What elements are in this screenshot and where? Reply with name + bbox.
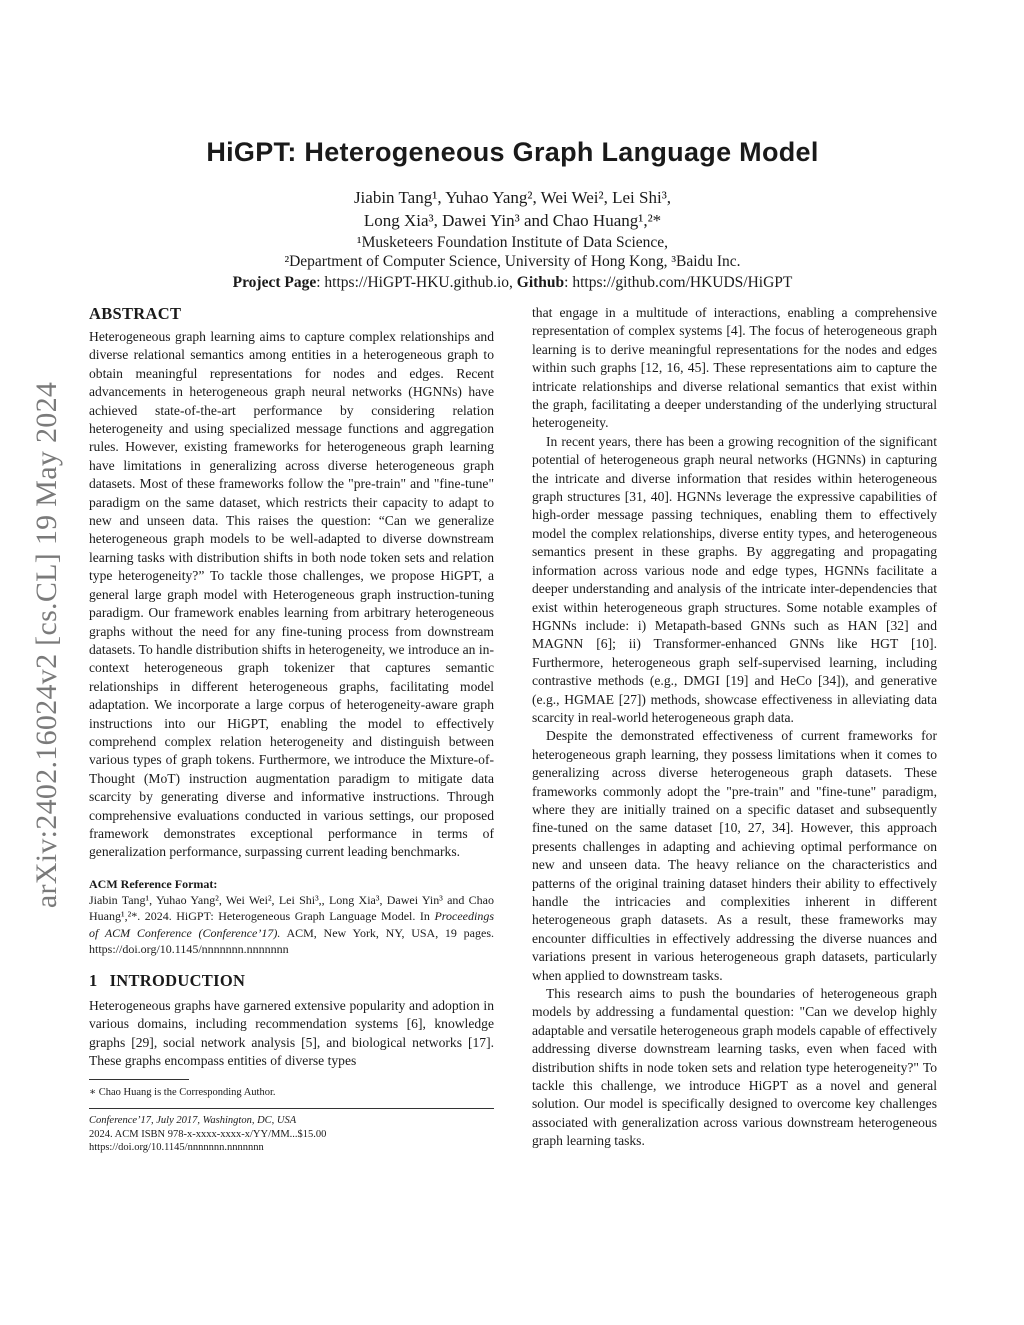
- intro-paragraph-3: Despite the demonstrated effectiveness of current frameworks for heterogeneous graph learning, they possess limitations when it comes to generalizing across diverse heterogeneous graph datasets. These frameworks commonly adopt the "pre-train" and "fine-tune" paradigm, where they are initially trained on a specific dataset and subsequently fine-tuned on the same dataset [10, 27, 34]. However, this approach presents challenges in adapting and achieving optimal performance on new and unseen data. The heavy reliance on the characteristics and patterns of the original training dataset hinders their ability to effectively handle the intricacies and complexities inherent in different heterogeneous graph datasets. As a result, these frameworks may encounter difficulties in effectively addressing the diverse nuances and variations present in various heterogeneous graph datasets, particularly when applied to downstream tasks.: [532, 728, 937, 983]
- project-links: Project Page: https://HiGPT-HKU.github.io, Github: https://github.com/HKUDS/HiGPT: [232, 274, 793, 291]
- footnote: ∗ Chao Huang is the Corresponding Author.: [89, 1087, 276, 1099]
- conference-venue: Conference’17, July 2017, Washington, DC, USA: [89, 1115, 297, 1127]
- section-title: INTRODUCTION: [109, 970, 246, 990]
- affiliation-2: ²Department of Computer Science, University of Hong Kong, ³Baidu Inc.: [284, 253, 741, 270]
- conference-isbn: 2024. ACM ISBN 978-x-xxxx-xxxx-x/YY/MM...$15.00: [89, 1128, 327, 1140]
- affiliation-1: ¹Musketeers Foundation Institute of Data Science,: [356, 234, 669, 251]
- authors-line-2: Long Xia³, Dawei Yin³ and Chao Huang¹,²*: [363, 211, 662, 230]
- conference-divider: [89, 1108, 494, 1109]
- abstract-body: Heterogeneous graph learning aims to capture complex relationships and diverse relational semantics among entities in a heterogeneous graph to obtain meaningful representations for nodes and edges. Recent advancements in heterogeneous graph neural networks (HGNNs) have achieved state-of-the-art performance by considering relation heterogeneity and using specialized message functions and aggregation rules. However, existing frameworks for heterogeneous graph learning have limitations in generalizing across diverse heterogeneous graph datasets. Most of these frameworks follow the "pre-train" and "fine-tune" paradigm on the same dataset, which restricts their capacity to adapt to new and unseen data. This raises the question: “Can we generalize heterogeneous graph models to be well-adapted to diverse downstream learning tasks with distribution shifts in both node token sets and relation type heterogeneity?” To tackle those challenges, we propose HiGPT, a general large graph model with Heterogeneous graph instruction-tuning paradigm. Our framework enables learning from arbitrary heterogeneous graphs without the need for any fine-tuning process from downstream datasets. To handle distribution shifts in heterogeneity, we introduce an in-context heterogeneous graph tokenizer that captures semantic relationships in different heterogeneous graphs, facilitating model adaptation. We incorporate a large corpus of heterogeneity-aware graph instructions into our HiGPT, enabling the model to effectively comprehend complex relation heterogeneity and distinguish between various types of graph tokens. Furthermore, we introduce the Mixture-of-Thought (MoT) instruction augmentation paradigm to mitigate data scarcity by generating diverse and informative instructions. Through comprehensive evaluations conducted in various settings, our proposed framework demonstrates exceptional performance in terms of generalization performance, surpassing current leading benchmarks.: [89, 329, 494, 860]
- github-link[interactable]: https://github.com/HKUDS/HiGPT: [572, 274, 793, 291]
- footnote-divider: [89, 1079, 189, 1080]
- introduction-heading: [89, 971, 494, 991]
- intro-paragraph-1-end: that engage in a multitude of interactions, enabling a comprehensive representation of complex systems [4]. The focus of heterogeneous graph learning is to derive meaningful representations for the nodes and edges within such graphs [12, 16, 45]. These representations aim to capture the intricate relationships and diverse relational semantics that exist within the graph, facilitating a deeper understanding of the underlying structural heterogeneity.: [532, 305, 937, 431]
- acm-reference-rest: ACM, New York, NY, USA, 19 pages. https://doi.org/10.1145/nnnnnnn.nnnnnnn: [89, 925, 494, 957]
- conference-doi[interactable]: https://doi.org/10.1145/nnnnnnn.nnnnnnn: [89, 1142, 264, 1154]
- section-number: 1: [89, 970, 98, 990]
- github-label: Github: [516, 274, 565, 291]
- acm-reference-proceedings: Proceedings of ACM Conference (Conference’17).: [89, 909, 495, 940]
- intro-paragraph-2: In recent years, there has been a growing recognition of the significant potential of heterogeneous graph neural networks (HGNNs) in capturing the intricate and diverse information that resides within heterogeneous graph structures [31, 40]. HGNNs leverage the expressive capabilities of high-order message passing techniques, enabling them to effectively model the complex relationships, diverse entity types, and heterogeneous semantics present in these graphs. By aggregating and propagating information across various node and edge types, HGNNs facilitate a deeper understanding and analysis of the intricate inter-dependencies that exist within heterogeneous graph structures. Some notable examples of HGNNs include: i) Metapath-based GNNs such as HAN [32] and MAGNN [6]; ii) Transformer-enhanced GNNs like HGT [10]. Furthermore, heterogeneous graph self-supervised learning, including contrastive methods (e.g., DMGI [19] and HeCo [34]), and generative (e.g., HGMAE [27]) methods, showcase effectiveness in alleviating data scarcity in real-world heterogeneous graph data.: [532, 433, 937, 725]
- acm-reference-authors: Jiabin Tang¹, Yuhao Yang², Wei Wei², Lei Shi³,, Long Xia³, Dawei Yin³ and Chao Huang¹,²*. 2024. HiGPT: Heterogeneous Graph Language Model. In: [89, 892, 494, 924]
- right-column: [532, 304, 937, 1151]
- abstract-heading: ABSTRACT: [89, 304, 182, 323]
- acm-reference-heading: ACM Reference Format:: [89, 876, 218, 891]
- arxiv-id-text: arXiv:2402.16024v2 [cs.CL] 19 May 2024: [30, 381, 63, 909]
- project-page-label: Project Page: [232, 274, 317, 291]
- acm-reference-text: [89, 892, 494, 958]
- authors-line-1: Jiabin Tang¹, Yuhao Yang², Wei Wei², Lei Shi³,: [353, 188, 672, 207]
- left-column: [89, 304, 494, 1155]
- paper-header: [90, 134, 935, 293]
- arxiv-identifier: [24, 345, 70, 945]
- conference-info: [89, 1114, 494, 1155]
- intro-paragraph-1-start: Heterogeneous graphs have garnered extensive popularity and adoption in various domains, including recommendation systems [6], knowledge graphs [29], social network analysis [5], and biological networks [17]. These graphs encompass entities of diverse types: [89, 997, 494, 1068]
- paper-title: HiGPT: Heterogeneous Graph Language Model: [206, 137, 819, 167]
- project-page-link[interactable]: https://HiGPT-HKU.github.io: [324, 274, 510, 291]
- intro-paragraph-4: This research aims to push the boundaries of heterogeneous graph models by addressing a fundamental question: "Can we develop highly adaptable and versatile heterogeneous graph models capable of effectively addressing diverse downstream learning tasks, even when faced with distribution shifts in node token sets and relation type heterogeneity?" To tackle this challenge, we introduce HiGPT as a novel and general solution. Our model is specifically designed to overcome key challenges associated with generalization across various downstream heterogeneous graph learning tasks.: [532, 986, 937, 1149]
- author-list: [90, 186, 935, 232]
